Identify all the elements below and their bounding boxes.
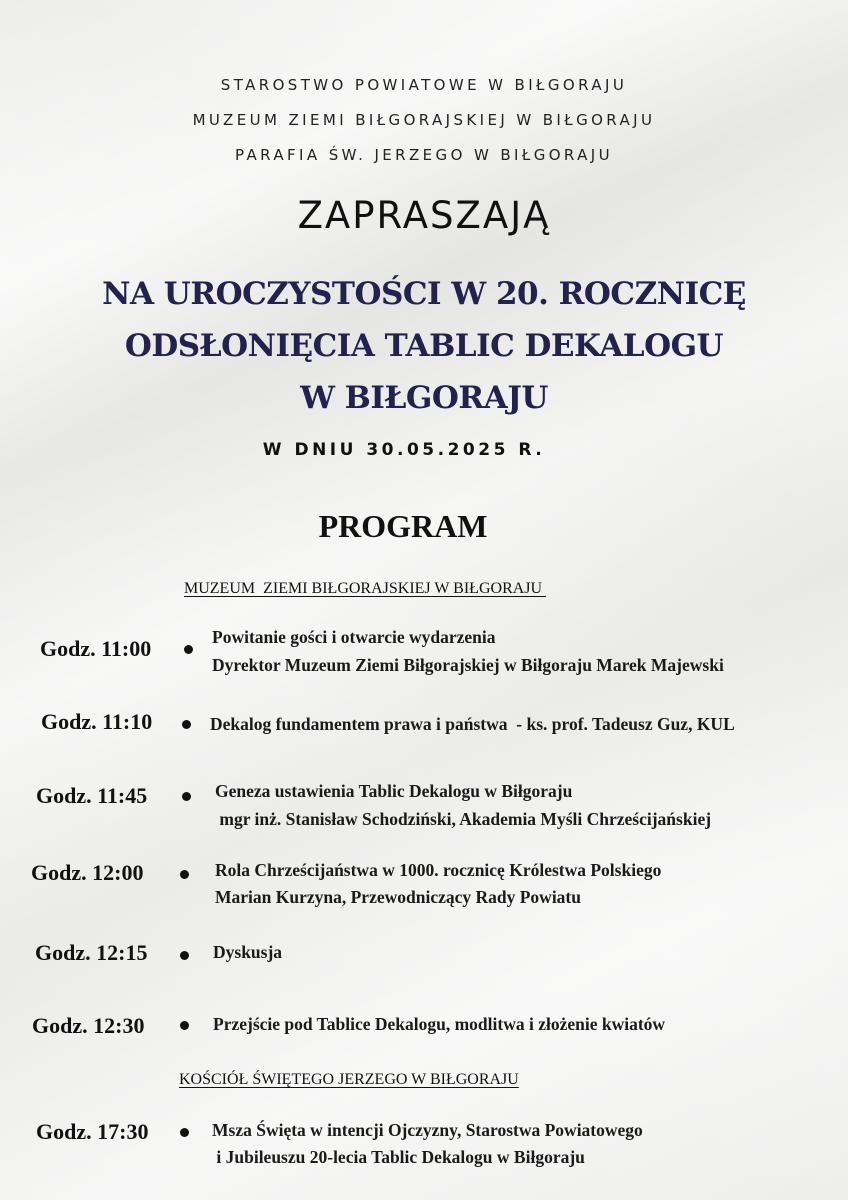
schedule-time: Godz. 12:30 [32,1013,145,1038]
schedule-description: Powitanie gości i otwarcie wydarzenia [212,627,496,647]
section-venue-museum: MUZEUM ZIEMI BIŁGORAJSKIEJ W BIŁGORAJU [184,580,547,597]
schedule-description: Geneza ustawienia Tablic Dekalogu w Biłgoraju [215,781,573,801]
schedule-time: Godz. 12:00 [31,860,144,885]
bullet-icon [180,1021,189,1030]
bullet-icon [182,720,191,729]
schedule-description-cont: i Jubileuszu 20-lecia Tablic Dekalogu w Biłgoraju [212,1147,585,1167]
schedule-time: Godz. 11:00 [40,636,152,661]
event-date: W DNIU 30.05.2025 R. [262,440,546,460]
bullet-icon [180,870,189,879]
invite-heading: ZAPRASZAJĄ [297,194,551,237]
organizer-muzeum: MUZEUM ZIEMI BIŁGORAJSKIEJ W BIŁGORAJU [192,111,656,129]
schedule-description: Dekalog fundamentem prawa i państwa - ks. prof. Tadeusz Guz, KUL [210,714,735,734]
organizer-parafia: PARAFIA ŚW. JERZEGO W BIŁGORAJU [235,146,613,164]
section-venue-church: KOŚCIÓŁ ŚWIĘTEGO JERZEGO W BIŁGORAJU [179,1071,519,1088]
bullet-icon [184,645,193,654]
schedule-description: Dyskusja [213,942,283,962]
schedule-time: Godz. 17:30 [36,1119,149,1144]
schedule-description: Msza Święta w intencji Ojczyzny, Starostwa Powiatowego [212,1120,643,1140]
headline-line-3: W BIŁGORAJU [300,380,548,416]
bullet-icon [182,792,191,801]
schedule-time: Godz. 12:15 [35,940,148,965]
schedule-speaker: mgr inż. Stanisław Schodziński, Akademia Myśli Chrześcijańskiej [215,809,712,829]
schedule-description: Przejście pod Tablice Dekalogu, modlitwa i złożenie kwiatów [213,1014,666,1034]
schedule-description: Rola Chrześcijaństwa w 1000. rocznicę Królestwa Polskiego [215,860,662,880]
schedule-time: Godz. 11:10 [41,709,153,734]
schedule-speaker: Dyrektor Muzeum Ziemi Biłgorajskiej w Biłgoraju Marek Majewski [212,655,724,675]
bullet-icon [180,951,189,960]
headline-line-2: ODSŁONIĘCIA TABLIC DEKALOGU [124,328,724,364]
schedule-time: Godz. 11:45 [36,783,148,808]
headline-line-1: NA UROCZYSTOŚCI W 20. ROCZNICĘ [102,276,746,312]
bullet-icon [180,1128,189,1137]
program-title: PROGRAM [318,508,488,544]
organizer-starostwo: STAROSTWO POWIATOWE W BIŁGORAJU [220,76,628,94]
schedule-speaker: Marian Kurzyna, Przewodniczący Rady Powiatu [215,887,581,907]
